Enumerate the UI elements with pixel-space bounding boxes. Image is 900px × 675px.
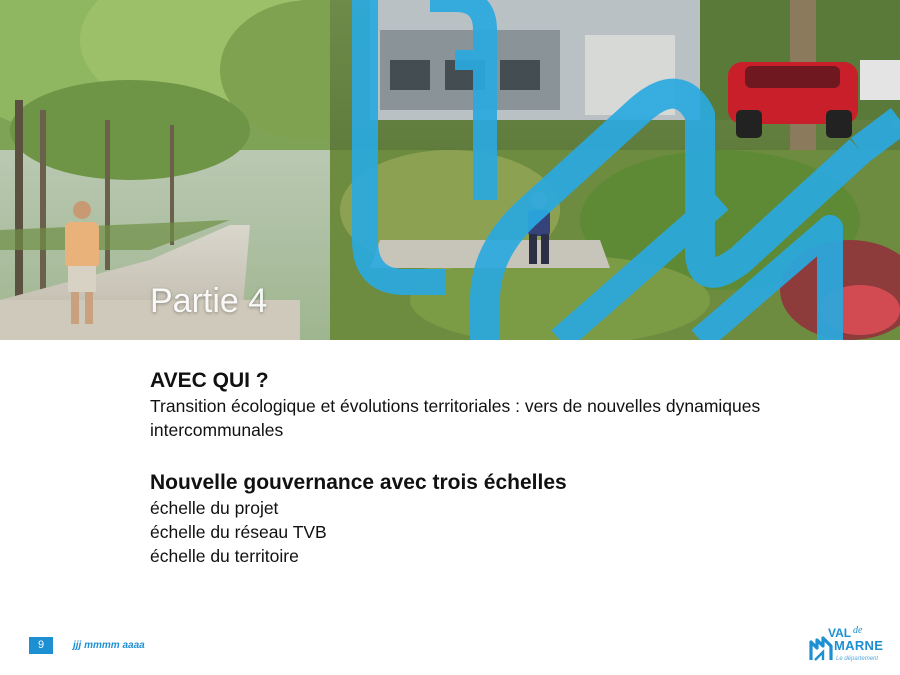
spacer	[150, 442, 850, 470]
logo-marne-text: MARNE	[834, 638, 884, 653]
logo-val-text: VAL	[828, 626, 852, 640]
page-number-badge: 9	[29, 637, 53, 654]
body-text-transition: Transition écologique et évolutions territoriales : vers de nouvelles dynamiques intercommunales	[150, 396, 761, 440]
logo-tagline: Le département	[836, 656, 879, 662]
list-item-echelle-reseau: échelle du réseau TVB	[150, 522, 327, 542]
section-title: Partie 4	[150, 282, 268, 320]
val-de-marne-logo	[806, 624, 890, 668]
list-item-echelle-projet: échelle du projet	[150, 498, 279, 518]
date-placeholder: jjj mmmm aaaa	[73, 640, 145, 651]
list-item-echelle-territoire: échelle du territoire	[150, 546, 299, 566]
heading-avec-qui: AVEC QUI ?	[150, 369, 269, 392]
logo-de-text: de	[853, 625, 863, 636]
slide-body	[150, 368, 850, 568]
heading-gouvernance: Nouvelle gouvernance avec trois échelles	[150, 471, 567, 494]
